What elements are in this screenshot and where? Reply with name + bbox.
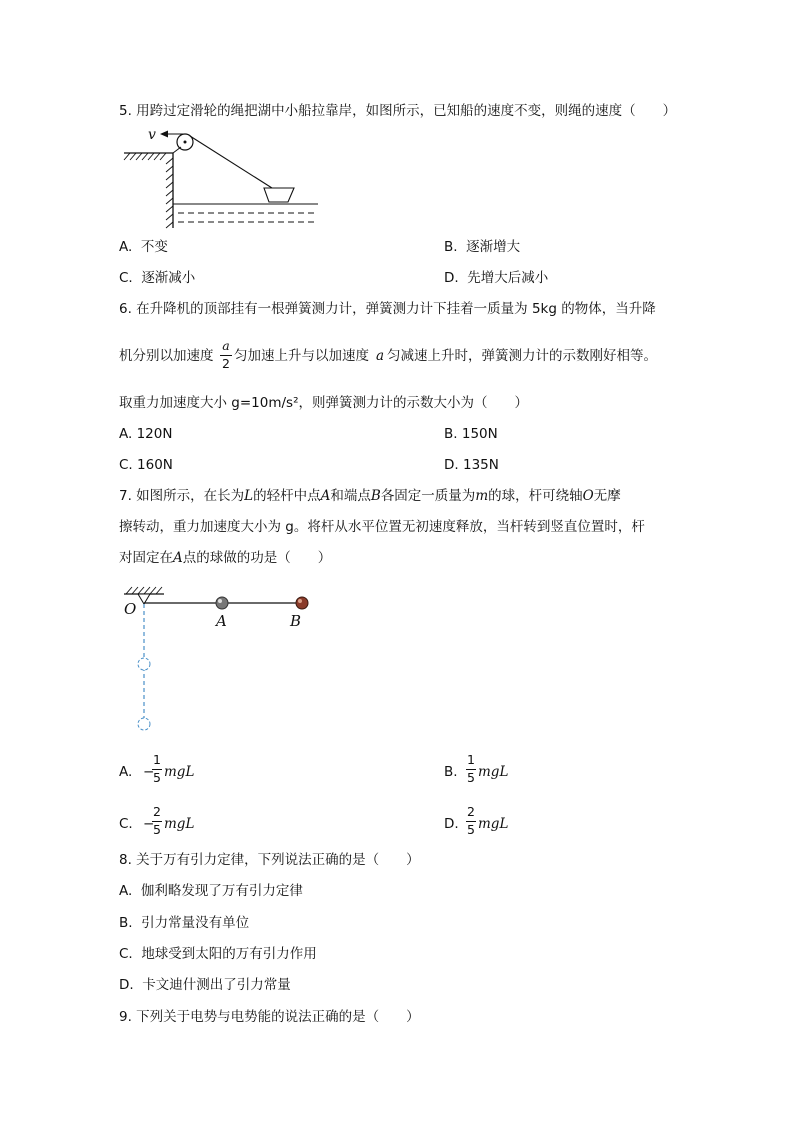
q8-option-a: A. 伽利略发现了万有引力定律 — [119, 883, 303, 899]
q7-line3: 对固定在A点的球做的功是（ ） — [119, 550, 332, 566]
q5-option-c: C. 逐渐减小 — [119, 270, 196, 286]
q5-option-b: B. 逐渐增大 — [444, 239, 521, 255]
q5-option-a: A. 不变 — [119, 239, 168, 255]
ball-a-icon — [216, 597, 228, 609]
q6-option-a: A. 120N — [119, 426, 173, 442]
q6-line2-a: 机分别以加速度 — [119, 348, 214, 364]
q9-stem: 9. 下列关于电势与电势能的说法正确的是（ ） — [119, 1009, 420, 1025]
q5-stem: 5. 用跨过定滑轮的绳把湖中小船拉靠岸，如图所示，已知船的速度不变，则绳的速度（ ） — [119, 103, 677, 119]
q6-line1: 6. 在升降机的顶部挂有一根弹簧测力计，弹簧测力计下挂着一质量为 5kg 的物体，当升降 — [119, 301, 656, 317]
q6-line2-b: 匀加速上升与以加速度 — [234, 348, 369, 364]
q7-line1: 7. 如图所示，在长为L的轻杆中点A和端点B各固定一质量为m的球，杆可绕轴O无摩 — [119, 488, 621, 504]
q6-line2-var: a — [376, 348, 385, 364]
q8-option-c: C. 地球受到太阳的万有引力作用 — [119, 946, 317, 962]
q7-line2: 擦转动，重力加速度大小为 g。将杆从水平位置无初速度释放，当杆转到竖直位置时，杆 — [119, 519, 645, 535]
q8-stem: 8. 关于万有引力定律，下列说法正确的是（ ） — [119, 852, 420, 868]
q8-option-d: D. 卡文迪什测出了引力常量 — [119, 977, 291, 993]
q6-fraction-a-over-2: a 2 — [220, 340, 232, 370]
ball-b-icon — [296, 597, 308, 609]
q6-option-c: C. 160N — [119, 457, 173, 473]
q6-line3: 取重力加速度大小 g=10m/s²，则弹簧测力计的示数大小为（ ） — [119, 395, 528, 411]
q6-line2-c: 匀减速上升时，弹簧测力计的示数刚好相等。 — [387, 348, 657, 364]
label-b: B — [290, 612, 302, 630]
velocity-label: v — [148, 127, 156, 143]
q8-option-b: B. 引力常量没有单位 — [119, 915, 250, 931]
q6-option-d: D. 135N — [444, 457, 499, 473]
q5-figure-pulley-boat — [118, 124, 328, 230]
q6-option-b: B. 150N — [444, 426, 498, 442]
boat-icon — [264, 188, 294, 202]
q5-option-d: D. 先增大后减小 — [444, 270, 549, 286]
label-o: O — [124, 600, 137, 618]
label-a: A — [216, 612, 227, 630]
q7-figure-rotating-rod — [118, 584, 318, 734]
